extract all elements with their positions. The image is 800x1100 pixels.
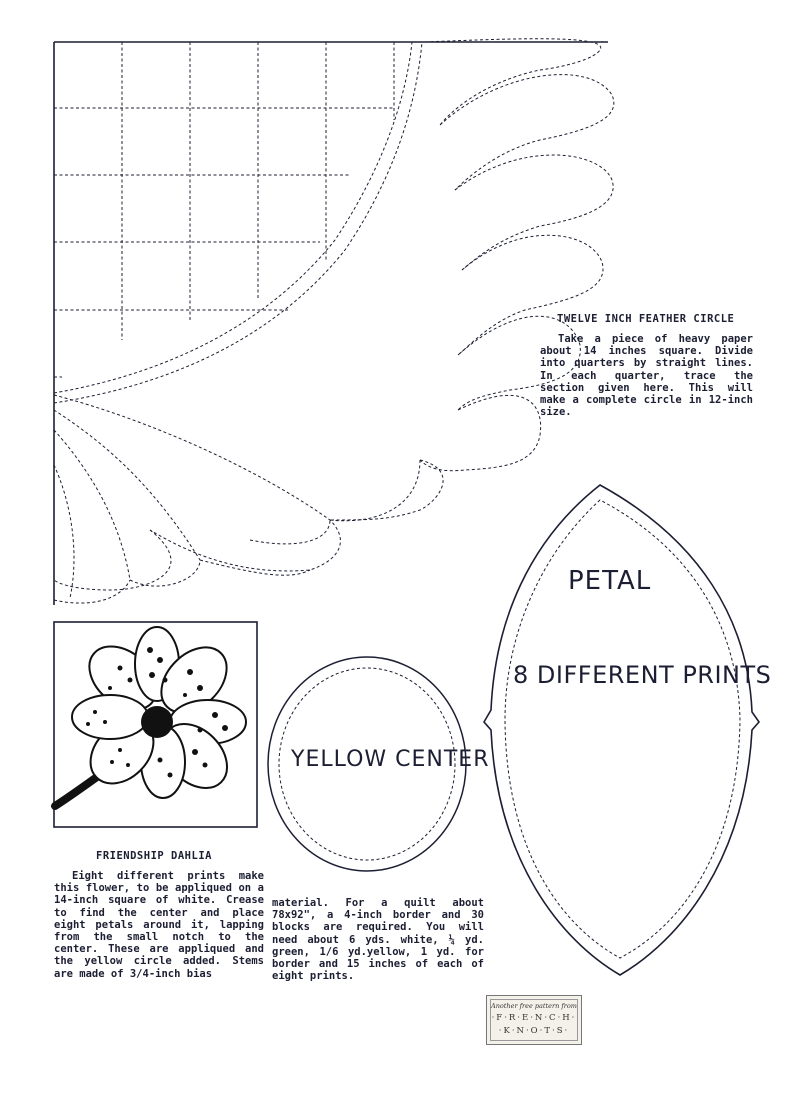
feather-circle-title: TWELVE INCH FEATHER CIRCLE	[557, 313, 735, 325]
dahlia-instructions-col1-text: Eight different prints make this flower, to be appliqued on a 14-inch square of white. Crease to find the center and place eight petals around it, lapping from the small notch to the center. These are appliqued and the yellow circle added. Stems are made of 3/4-inch bias	[54, 870, 264, 980]
petal-prints-label: 8 DIFFERENT PRINTS	[513, 661, 772, 689]
petal-template	[484, 485, 759, 975]
petal-left	[72, 695, 148, 739]
dahlia-title: FRIENDSHIP DAHLIA	[96, 850, 212, 862]
logo-word-knots: ·K·N·O·T·S·	[498, 1026, 570, 1036]
feather-plumes	[54, 39, 614, 603]
french-knots-logo	[486, 995, 582, 1045]
feather-circle-instructions	[540, 333, 753, 418]
feather-circle-quarter	[54, 39, 614, 605]
logo-word-french: ·F·R·E·N·C·H·	[491, 1013, 577, 1023]
dahlia-center	[141, 706, 173, 738]
logo-tagline: Another free pattern from	[491, 1002, 577, 1010]
petal-label: PETAL	[568, 566, 652, 596]
yellow-center-label: YELLOW CENTER	[291, 747, 490, 772]
dahlia-instructions-col2: material. For a quilt about 78x92", a 4-inch border and 30 blocks are required. You will need about 6 yds. white, ¼ yd. green, 1/6 yd.yellow, 1 yd. for border and 15 inches of each of eight prints.	[272, 897, 484, 983]
dahlia-illustration	[54, 622, 257, 827]
feather-spine	[54, 42, 422, 403]
feather-grid	[54, 42, 395, 377]
feather-circle-instructions-text: Take a piece of heavy paper about 14 inches square. Divide into quarters by straight lines. In each quarter, trace the section given here. This will make a complete circle in 12-inch size.	[540, 333, 753, 419]
dahlia-instructions-col1	[54, 870, 264, 980]
petal-outer-line	[484, 485, 759, 975]
